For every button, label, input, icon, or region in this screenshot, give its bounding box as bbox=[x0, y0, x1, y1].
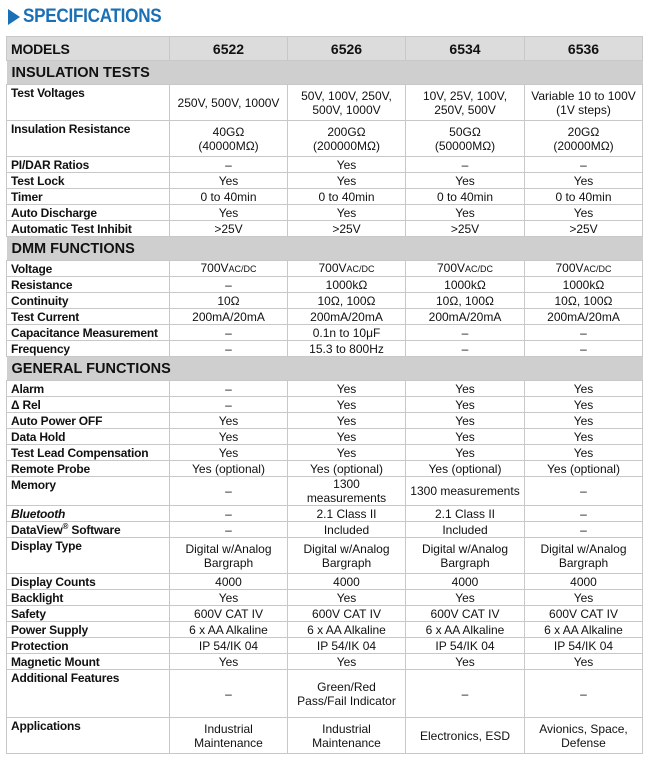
section-title: INSULATION TESTS bbox=[7, 61, 643, 85]
spec-value-6522: IP 54/IK 04 bbox=[170, 638, 288, 654]
specifications-table bbox=[6, 36, 643, 754]
spec-label: Additional Features bbox=[7, 670, 170, 718]
spec-value-6526: Yes (optional) bbox=[288, 461, 406, 477]
spec-value-6536: Yes bbox=[525, 445, 643, 461]
spec-value-6534: 4000 bbox=[406, 574, 525, 590]
spec-value-6526: 1000kΩ bbox=[288, 277, 406, 293]
spec-value-6536: 700VAC/DC bbox=[525, 261, 643, 277]
spec-label: Safety bbox=[7, 606, 170, 622]
spec-value-6522: Yes bbox=[170, 590, 288, 606]
spec-value-6526: 700VAC/DC bbox=[288, 261, 406, 277]
spec-row bbox=[7, 261, 643, 277]
models-label: MODELS bbox=[7, 37, 170, 61]
spec-label: Test Lead Compensation bbox=[7, 445, 170, 461]
spec-row bbox=[7, 538, 643, 574]
spec-label: Applications bbox=[7, 718, 170, 754]
spec-value-6536: Yes bbox=[525, 173, 643, 189]
spec-value-6522: – bbox=[170, 381, 288, 397]
section-header-row bbox=[7, 61, 643, 85]
spec-value-6522: Yes bbox=[170, 429, 288, 445]
spec-value-6536: >25V bbox=[525, 221, 643, 237]
spec-value-6536: Variable 10 to 100V (1V steps) bbox=[525, 85, 643, 121]
spec-value-6522: Yes bbox=[170, 654, 288, 670]
models-header-row bbox=[7, 37, 643, 61]
page-header bbox=[8, 5, 177, 29]
spec-value-6536: Yes bbox=[525, 381, 643, 397]
spec-label: Data Hold bbox=[7, 429, 170, 445]
spec-value-6526: Industrial Maintenance bbox=[288, 718, 406, 754]
spec-value-6522: 250V, 500V, 1000V bbox=[170, 85, 288, 121]
spec-value-6536: – bbox=[525, 670, 643, 718]
spec-value-6534: 50GΩ (50000MΩ) bbox=[406, 121, 525, 157]
spec-label: Δ Rel bbox=[7, 397, 170, 413]
spec-value-6534: 6 x AA Alkaline bbox=[406, 622, 525, 638]
spec-value-6526: Yes bbox=[288, 429, 406, 445]
spec-value-6536: Digital w/Analog Bargraph bbox=[525, 538, 643, 574]
spec-value-6522: – bbox=[170, 506, 288, 522]
spec-row bbox=[7, 221, 643, 237]
spec-row bbox=[7, 397, 643, 413]
spec-value-6534: 2.1 Class II bbox=[406, 506, 525, 522]
spec-label: Backlight bbox=[7, 590, 170, 606]
spec-value-6522: 6 x AA Alkaline bbox=[170, 622, 288, 638]
spec-value-6534: – bbox=[406, 670, 525, 718]
spec-value-6536: – bbox=[525, 325, 643, 341]
spec-value-6536: 1000kΩ bbox=[525, 277, 643, 293]
spec-value-6534: Yes bbox=[406, 654, 525, 670]
spec-value-6522: Yes (optional) bbox=[170, 461, 288, 477]
spec-value-6534: 700VAC/DC bbox=[406, 261, 525, 277]
spec-value-6534: 200mA/20mA bbox=[406, 309, 525, 325]
spec-value-6536: Yes bbox=[525, 397, 643, 413]
spec-label: Automatic Test Inhibit bbox=[7, 221, 170, 237]
spec-value-6534: Yes bbox=[406, 590, 525, 606]
spec-value-6534: 600V CAT IV bbox=[406, 606, 525, 622]
spec-value-6526: Yes bbox=[288, 205, 406, 221]
spec-row bbox=[7, 574, 643, 590]
spec-value-6526: 0 to 40min bbox=[288, 189, 406, 205]
spec-label: Display Type bbox=[7, 538, 170, 574]
model-6522: 6522 bbox=[170, 37, 288, 61]
spec-value-6522: – bbox=[170, 397, 288, 413]
spec-value-6534: Yes bbox=[406, 445, 525, 461]
spec-value-6522: – bbox=[170, 477, 288, 506]
spec-value-6534: – bbox=[406, 325, 525, 341]
spec-value-6536: Yes bbox=[525, 205, 643, 221]
spec-label: Test Current bbox=[7, 309, 170, 325]
spec-value-6526: 10Ω, 100Ω bbox=[288, 293, 406, 309]
spec-value-6534: Yes bbox=[406, 173, 525, 189]
spec-label: Auto Discharge bbox=[7, 205, 170, 221]
spec-label: Bluetooth bbox=[7, 506, 170, 522]
spec-value-6526: 6 x AA Alkaline bbox=[288, 622, 406, 638]
spec-value-6526: Yes bbox=[288, 590, 406, 606]
page-title: SPECIFICATIONS bbox=[23, 6, 162, 27]
spec-row bbox=[7, 157, 643, 173]
spec-value-6522: – bbox=[170, 325, 288, 341]
spec-row bbox=[7, 638, 643, 654]
spec-value-6534: Yes (optional) bbox=[406, 461, 525, 477]
spec-value-6526: Yes bbox=[288, 413, 406, 429]
spec-value-6522: Yes bbox=[170, 413, 288, 429]
spec-row bbox=[7, 85, 643, 121]
spec-value-6526: Yes bbox=[288, 397, 406, 413]
spec-value-6522: – bbox=[170, 341, 288, 357]
spec-value-6526: Yes bbox=[288, 445, 406, 461]
spec-label: Remote Probe bbox=[7, 461, 170, 477]
section-title: GENERAL FUNCTIONS bbox=[7, 357, 643, 381]
spec-value-6526: Yes bbox=[288, 654, 406, 670]
section-header-row bbox=[7, 237, 643, 261]
spec-label: Magnetic Mount bbox=[7, 654, 170, 670]
spec-label: Protection bbox=[7, 638, 170, 654]
spec-row bbox=[7, 325, 643, 341]
spec-value-6526: 2.1 Class II bbox=[288, 506, 406, 522]
spec-value-6526: 200mA/20mA bbox=[288, 309, 406, 325]
spec-label: Display Counts bbox=[7, 574, 170, 590]
section-header-row bbox=[7, 357, 643, 381]
spec-row bbox=[7, 718, 643, 754]
spec-value-6522: 0 to 40min bbox=[170, 189, 288, 205]
spec-value-6526: 50V, 100V, 250V, 500V, 1000V bbox=[288, 85, 406, 121]
spec-value-6526: 0.1n to 10μF bbox=[288, 325, 406, 341]
spec-value-6534: 1300 measurements bbox=[406, 477, 525, 506]
spec-value-6526: 15.3 to 800Hz bbox=[288, 341, 406, 357]
spec-row bbox=[7, 413, 643, 429]
specifications-table-body bbox=[7, 37, 643, 754]
spec-value-6526: Yes bbox=[288, 173, 406, 189]
spec-value-6536: – bbox=[525, 341, 643, 357]
spec-value-6522: Industrial Maintenance bbox=[170, 718, 288, 754]
spec-value-6534: Electronics, ESD bbox=[406, 718, 525, 754]
spec-value-6522: – bbox=[170, 277, 288, 293]
model-6526: 6526 bbox=[288, 37, 406, 61]
spec-row bbox=[7, 341, 643, 357]
spec-value-6534: Yes bbox=[406, 429, 525, 445]
spec-label: Test Voltages bbox=[7, 85, 170, 121]
spec-row bbox=[7, 590, 643, 606]
spec-value-6534: Digital w/Analog Bargraph bbox=[406, 538, 525, 574]
spec-label: Voltage bbox=[7, 261, 170, 277]
spec-value-6536: – bbox=[525, 506, 643, 522]
spec-label: Power Supply bbox=[7, 622, 170, 638]
spec-value-6522: – bbox=[170, 157, 288, 173]
spec-value-6536: – bbox=[525, 157, 643, 173]
section-title: DMM FUNCTIONS bbox=[7, 237, 643, 261]
spec-value-6534: 10Ω, 100Ω bbox=[406, 293, 525, 309]
spec-value-6536: 600V CAT IV bbox=[525, 606, 643, 622]
spec-value-6536: 200mA/20mA bbox=[525, 309, 643, 325]
spec-row bbox=[7, 173, 643, 189]
spec-value-6526: Green/Red Pass/Fail Indicator bbox=[288, 670, 406, 718]
spec-value-6526: 4000 bbox=[288, 574, 406, 590]
model-6536: 6536 bbox=[525, 37, 643, 61]
spec-row bbox=[7, 205, 643, 221]
spec-value-6526: 1300 measurements bbox=[288, 477, 406, 506]
spec-row bbox=[7, 121, 643, 157]
spec-value-6526: Yes bbox=[288, 381, 406, 397]
spec-value-6526: IP 54/IK 04 bbox=[288, 638, 406, 654]
arrow-icon bbox=[8, 9, 20, 25]
spec-value-6534: 10V, 25V, 100V, 250V, 500V bbox=[406, 85, 525, 121]
spec-value-6522: Yes bbox=[170, 445, 288, 461]
spec-row bbox=[7, 622, 643, 638]
spec-value-6522: Yes bbox=[170, 205, 288, 221]
spec-label: Memory bbox=[7, 477, 170, 506]
spec-value-6536: 4000 bbox=[525, 574, 643, 590]
spec-row bbox=[7, 189, 643, 205]
spec-value-6522: >25V bbox=[170, 221, 288, 237]
spec-row bbox=[7, 381, 643, 397]
spec-value-6522: 10Ω bbox=[170, 293, 288, 309]
spec-label: Insulation Resistance bbox=[7, 121, 170, 157]
spec-value-6522: Yes bbox=[170, 173, 288, 189]
spec-row bbox=[7, 477, 643, 506]
spec-value-6536: Yes (optional) bbox=[525, 461, 643, 477]
spec-value-6522: 4000 bbox=[170, 574, 288, 590]
spec-value-6526: >25V bbox=[288, 221, 406, 237]
spec-label: Continuity bbox=[7, 293, 170, 309]
spec-row bbox=[7, 522, 643, 538]
spec-label: Capacitance Measurement bbox=[7, 325, 170, 341]
spec-value-6534: Included bbox=[406, 522, 525, 538]
spec-row bbox=[7, 309, 643, 325]
spec-value-6526: Included bbox=[288, 522, 406, 538]
spec-label: Frequency bbox=[7, 341, 170, 357]
spec-row bbox=[7, 277, 643, 293]
spec-label: Timer bbox=[7, 189, 170, 205]
spec-value-6534: Yes bbox=[406, 397, 525, 413]
spec-value-6526: Digital w/Analog Bargraph bbox=[288, 538, 406, 574]
spec-value-6536: Avionics, Space, Defense bbox=[525, 718, 643, 754]
spec-value-6526: 600V CAT IV bbox=[288, 606, 406, 622]
model-6534: 6534 bbox=[406, 37, 525, 61]
spec-value-6534: Yes bbox=[406, 205, 525, 221]
spec-value-6536: 6 x AA Alkaline bbox=[525, 622, 643, 638]
spec-label: PI/DAR Ratios bbox=[7, 157, 170, 173]
spec-value-6536: 10Ω, 100Ω bbox=[525, 293, 643, 309]
spec-value-6536: Yes bbox=[525, 413, 643, 429]
spec-value-6534: 1000kΩ bbox=[406, 277, 525, 293]
spec-value-6534: – bbox=[406, 341, 525, 357]
spec-label: Test Lock bbox=[7, 173, 170, 189]
spec-value-6536: Yes bbox=[525, 654, 643, 670]
spec-value-6526: 200GΩ (200000MΩ) bbox=[288, 121, 406, 157]
spec-row bbox=[7, 429, 643, 445]
spec-value-6536: Yes bbox=[525, 429, 643, 445]
spec-value-6526: Yes bbox=[288, 157, 406, 173]
spec-value-6536: – bbox=[525, 477, 643, 506]
spec-row bbox=[7, 506, 643, 522]
spec-label: DataView® Software bbox=[7, 522, 170, 538]
spec-value-6536: IP 54/IK 04 bbox=[525, 638, 643, 654]
spec-value-6522: 200mA/20mA bbox=[170, 309, 288, 325]
spec-value-6534: Yes bbox=[406, 413, 525, 429]
spec-value-6522: 600V CAT IV bbox=[170, 606, 288, 622]
spec-value-6534: IP 54/IK 04 bbox=[406, 638, 525, 654]
spec-row bbox=[7, 670, 643, 718]
spec-value-6534: – bbox=[406, 157, 525, 173]
spec-value-6522: 40GΩ (40000MΩ) bbox=[170, 121, 288, 157]
spec-row bbox=[7, 293, 643, 309]
spec-value-6522: – bbox=[170, 522, 288, 538]
spec-value-6536: Yes bbox=[525, 590, 643, 606]
spec-value-6522: – bbox=[170, 670, 288, 718]
spec-row bbox=[7, 606, 643, 622]
spec-value-6536: 0 to 40min bbox=[525, 189, 643, 205]
spec-label: Auto Power OFF bbox=[7, 413, 170, 429]
spec-value-6536: 20GΩ (20000MΩ) bbox=[525, 121, 643, 157]
spec-row bbox=[7, 461, 643, 477]
spec-row bbox=[7, 654, 643, 670]
spec-value-6534: Yes bbox=[406, 381, 525, 397]
spec-value-6536: – bbox=[525, 522, 643, 538]
spec-label: Alarm bbox=[7, 381, 170, 397]
spec-value-6522: Digital w/Analog Bargraph bbox=[170, 538, 288, 574]
spec-value-6534: 0 to 40min bbox=[406, 189, 525, 205]
spec-value-6534: >25V bbox=[406, 221, 525, 237]
spec-value-6522: 700VAC/DC bbox=[170, 261, 288, 277]
spec-label: Resistance bbox=[7, 277, 170, 293]
spec-row bbox=[7, 445, 643, 461]
